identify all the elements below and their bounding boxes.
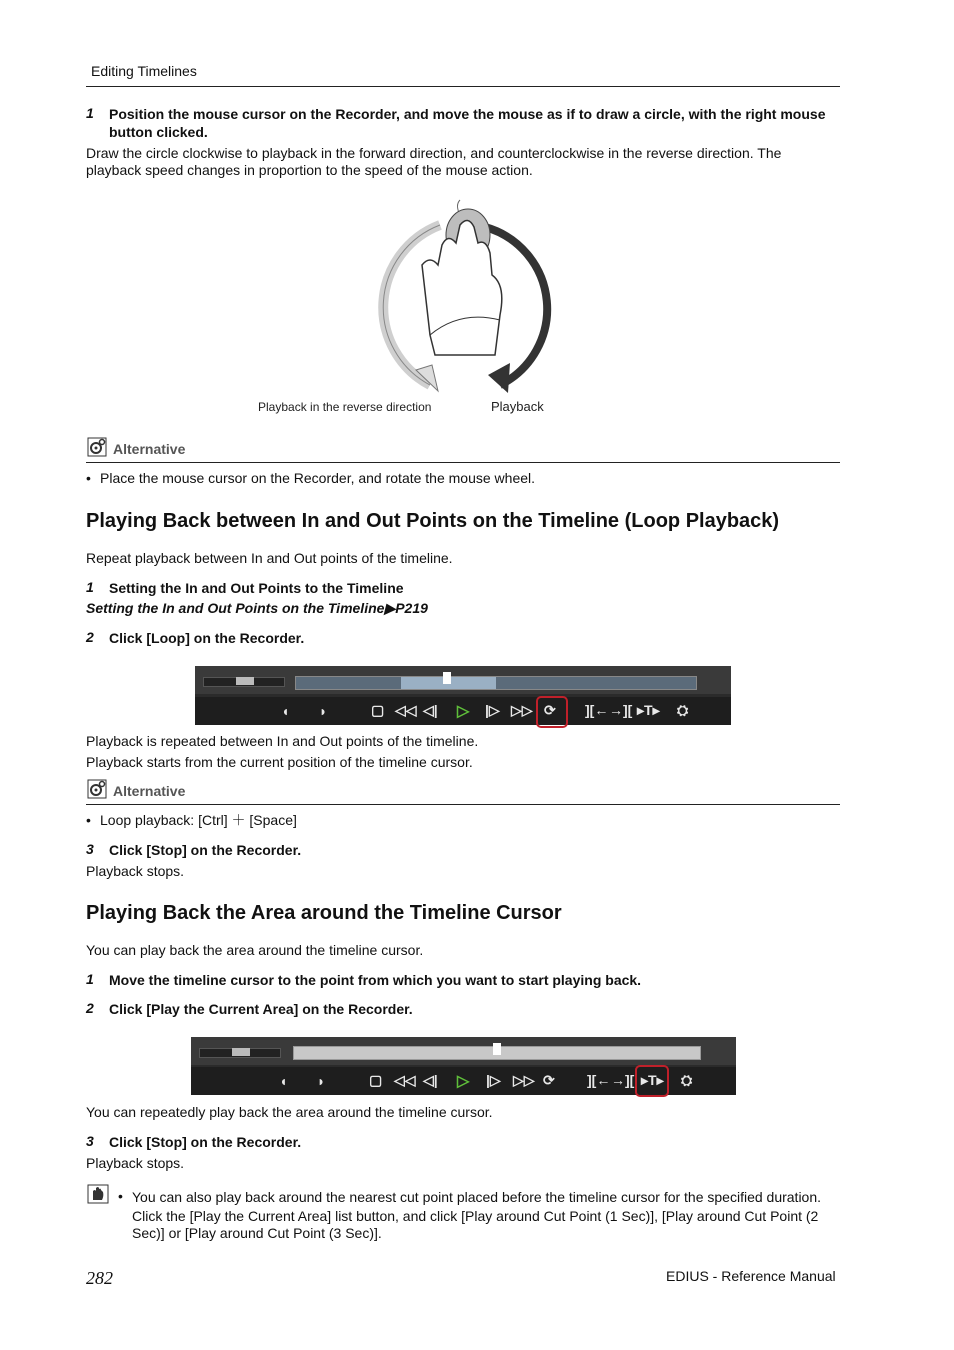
step-text: Click [Loop] on the Recorder.	[109, 630, 305, 646]
alternative-rule	[86, 462, 840, 463]
step-number: 3	[86, 841, 94, 857]
output-icon[interactable]: ⛭	[677, 702, 689, 718]
recorder-toolbar-area	[191, 1037, 736, 1095]
step-text: Click [Play the Current Area] on the Recorder.	[109, 1001, 413, 1017]
step-forward-icon[interactable]: |▷	[486, 1072, 501, 1088]
link-text: Setting the In and Out Points on the Timeline	[86, 600, 385, 616]
rewind-icon[interactable]: ◁◁	[395, 702, 417, 718]
play-current-area-icon[interactable]: ▸T▸	[637, 702, 660, 718]
set-in-icon[interactable]: ◖	[281, 703, 290, 719]
alternative-icon	[87, 779, 107, 799]
recorder-toolbar-loop	[195, 666, 731, 725]
step-number: 1	[86, 971, 94, 987]
description: Draw the circle clockwise to playback in the forward direction, and counterclockwise in the reverse direction. The	[86, 145, 782, 161]
step-number: 2	[86, 1000, 94, 1016]
caption-reverse: Playback in the reverse direction	[258, 400, 432, 414]
fast-forward-icon[interactable]: ▷▷	[511, 702, 533, 718]
cross-reference-link[interactable]	[86, 600, 428, 617]
result-text: Playback starts from the current position of the timeline cursor.	[86, 754, 473, 770]
set-out-icon[interactable]: ◗	[317, 1073, 326, 1089]
note-text-cont: Click the [Play the Current Area] list button, and click [Play around Cut Point (1 Sec)], [Play around Cut Point (2	[132, 1208, 819, 1224]
note-text-cont: Sec)] or [Play around Cut Point (3 Sec)].	[132, 1225, 382, 1241]
shuttle-handle[interactable]	[232, 1048, 250, 1056]
step-text: Position the mouse cursor on the Recorder, and move the mouse as if to draw a circle, with the right mouse	[109, 106, 826, 122]
step-back-icon[interactable]: ◁|	[423, 702, 438, 718]
section-intro: Repeat playback between In and Out points of the timeline.	[86, 550, 453, 566]
shortcut-prefix: Loop playback:	[100, 812, 199, 828]
bullet-dot: •	[118, 1188, 123, 1204]
section-intro: You can play back the area around the timeline cursor.	[86, 942, 424, 958]
step-text: Click [Stop] on the Recorder.	[109, 1134, 302, 1150]
alternative-icon	[87, 437, 107, 457]
step-number: 1	[86, 105, 94, 121]
step-number: 2	[86, 629, 94, 645]
rewind-icon[interactable]: ◁◁	[394, 1072, 416, 1088]
play-to-out-icon[interactable]: →][	[609, 702, 633, 718]
header-rule	[86, 86, 840, 87]
step-text-cont: button clicked.	[109, 124, 208, 140]
bullet-dot: •	[86, 812, 91, 828]
step-back-icon[interactable]: ◁|	[423, 1072, 438, 1088]
alternative-label: Alternative	[113, 783, 186, 799]
play-icon[interactable]: ▷	[457, 703, 470, 720]
result-text: Playback stops.	[86, 1155, 185, 1171]
running-header: Editing Timelines	[91, 63, 197, 79]
timeline-cursor[interactable]	[443, 672, 451, 684]
section-title-loop: Playing Back between In and Out Points on the Timeline (Loop Playback)	[86, 510, 780, 532]
stop-icon[interactable]: ▢	[371, 702, 385, 718]
section-title-area: Playing Back the Area around the Timeline Cursor	[86, 902, 562, 924]
timeline-cursor[interactable]	[493, 1043, 501, 1055]
step-number: 1	[86, 579, 94, 595]
loop-icon[interactable]: ⟳	[543, 1072, 555, 1088]
alternative-text	[100, 811, 297, 829]
shuttle-slider[interactable]	[199, 1048, 281, 1058]
arrow-icon: ▶	[384, 600, 396, 616]
result-text: Playback stops.	[86, 863, 185, 879]
play-in-out-icon[interactable]: ][←	[585, 702, 609, 718]
loop-button[interactable]	[536, 696, 568, 728]
alternative-text: Place the mouse cursor on the Recorder, and rotate the mouse wheel.	[100, 470, 536, 486]
mouse-rotation-illustration	[360, 195, 570, 400]
loop-icon: ⟳	[544, 702, 556, 718]
page-number: 282	[86, 1268, 113, 1288]
step-forward-icon[interactable]: |▷	[485, 702, 500, 718]
shuttle-slider[interactable]	[203, 677, 285, 687]
stop-icon[interactable]: ▢	[369, 1072, 383, 1088]
caption-forward: Playback	[491, 399, 544, 414]
step-number: 3	[86, 1133, 94, 1149]
step-text: Click [Stop] on the Recorder.	[109, 842, 302, 858]
step-text: Move the timeline cursor to the point from which you want to start playing back.	[109, 972, 642, 988]
bullet-dot: •	[86, 470, 91, 486]
play-current-area-icon: ▸T▸	[641, 1072, 664, 1088]
shortcut-keys: [Ctrl] ＋ [Space]	[198, 812, 297, 828]
description-cont: playback speed changes in proportion to the speed of the mouse action.	[86, 162, 533, 178]
output-icon[interactable]: ⛭	[681, 1072, 693, 1088]
timeline-track[interactable]	[295, 676, 697, 690]
play-current-area-button[interactable]	[635, 1065, 669, 1097]
alternative-label: Alternative	[113, 441, 186, 457]
manual-title: EDIUS - Reference Manual	[666, 1268, 836, 1284]
result-text: You can repeatedly play back the area around the timeline cursor.	[86, 1104, 493, 1120]
shuttle-handle[interactable]	[236, 677, 254, 685]
step-text: Setting the In and Out Points to the Timeline	[109, 580, 404, 596]
play-icon[interactable]: ▷	[457, 1073, 470, 1090]
play-in-out-icon[interactable]: ][←	[587, 1072, 611, 1088]
note-hand-icon	[87, 1184, 109, 1204]
note-text: You can also play back around the nearest cut point placed before the timeline cursor for the specified duration.	[132, 1189, 822, 1205]
fast-forward-icon[interactable]: ▷▷	[513, 1072, 535, 1088]
alternative-rule	[86, 804, 840, 805]
play-to-out-icon[interactable]: →][	[611, 1072, 635, 1088]
link-page: P219	[395, 600, 428, 616]
result-text: Playback is repeated between In and Out points of the timeline.	[86, 733, 479, 749]
set-out-icon[interactable]: ◗	[319, 703, 328, 719]
set-in-icon[interactable]: ◖	[279, 1073, 288, 1089]
